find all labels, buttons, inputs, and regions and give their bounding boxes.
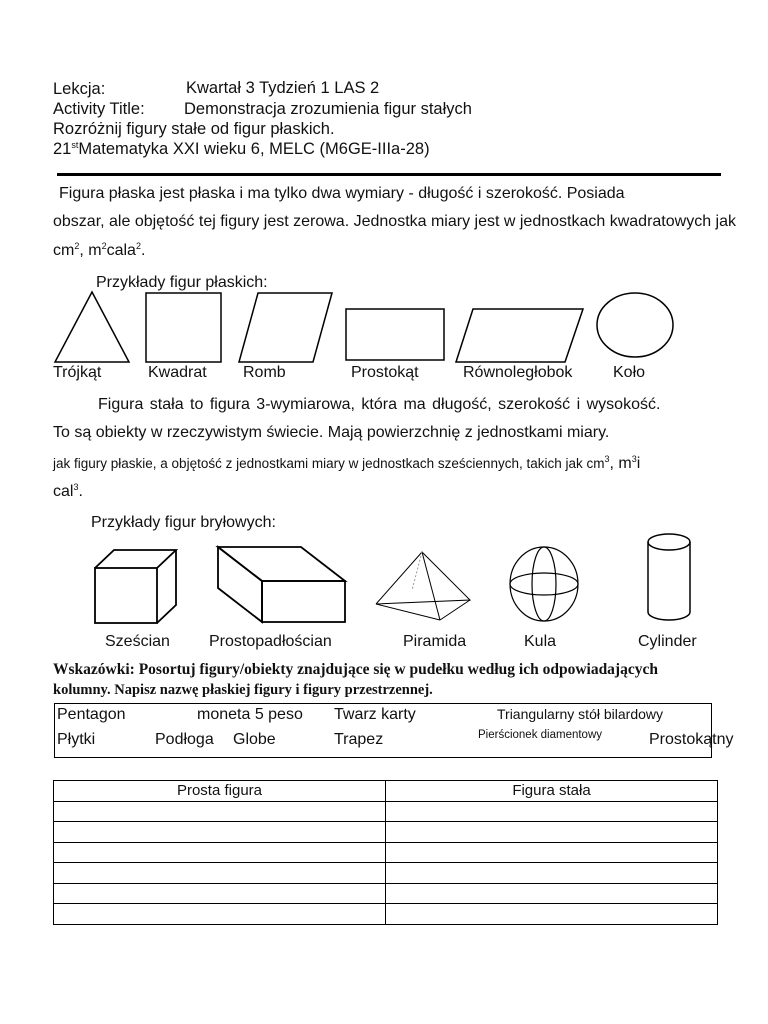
answer-cell[interactable] bbox=[386, 883, 718, 904]
solid-line-2: To są obiekty w rzeczywistym świecie. Mają powierzchnię z jednostkami miary. bbox=[53, 424, 610, 441]
answer-cell[interactable] bbox=[54, 904, 386, 925]
answer-cell[interactable] bbox=[54, 842, 386, 863]
sorting-table bbox=[53, 780, 718, 925]
sup: 3 bbox=[73, 482, 79, 492]
label-cube: Sześcian bbox=[105, 633, 170, 650]
competency-sup: st bbox=[71, 140, 79, 150]
unit-cal: cal bbox=[53, 483, 74, 500]
solid-line-3 bbox=[53, 455, 640, 473]
sup: 2 bbox=[135, 241, 141, 251]
answer-cell[interactable] bbox=[54, 863, 386, 884]
period: . bbox=[140, 242, 146, 259]
directions-line-1: Wskazówki: Posortuj figury/obiekty znajdujące się w pudełku według ich odpowiadających bbox=[53, 661, 658, 678]
activity-label: Activity Title: bbox=[53, 100, 145, 118]
label-cuboid: Prostopadłościan bbox=[209, 633, 332, 650]
sup: 3 bbox=[631, 454, 637, 464]
label-circle: Koło bbox=[613, 364, 646, 381]
column-header-plane: Prosta figura bbox=[54, 781, 386, 802]
solid-line-4 bbox=[53, 483, 83, 501]
cube-shape bbox=[94, 549, 180, 625]
unit-m: , m bbox=[609, 455, 632, 472]
table-row bbox=[54, 883, 718, 904]
rhombus-shape bbox=[238, 292, 334, 364]
rectangle-shape bbox=[345, 308, 447, 363]
answer-cell[interactable] bbox=[54, 801, 386, 822]
competency-text: Matematyka XXI wieku 6, MELC (M6GE-IIIa-28) bbox=[78, 140, 430, 158]
lesson-value: Kwartał 3 Tydzień 1 LAS 2 bbox=[186, 79, 380, 97]
period: . bbox=[78, 483, 83, 500]
word-diamond-ring: Pierścionek diamentowy bbox=[478, 729, 603, 741]
label-sphere: Kula bbox=[524, 633, 557, 650]
solid-line-1: Figura stała to figura 3-wymiarowa, która ma długość, szerokość i wysokość. bbox=[98, 396, 661, 413]
word-card-face: Twarz karty bbox=[334, 706, 416, 723]
objective: Rozróżnij figury stałe od figur płaskich. bbox=[53, 120, 335, 138]
table-row bbox=[54, 842, 718, 863]
table-row bbox=[54, 904, 718, 925]
sup: 2 bbox=[101, 241, 107, 251]
answer-cell[interactable] bbox=[54, 883, 386, 904]
word-billiard-table: Triangularny stół bilardowy bbox=[497, 706, 663, 722]
label-triangle: Trójkąt bbox=[53, 364, 102, 381]
answer-cell[interactable] bbox=[386, 863, 718, 884]
triangle-shape bbox=[52, 290, 132, 365]
column-header-solid: Figura stała bbox=[386, 781, 718, 802]
word-tiles: Płytki bbox=[57, 731, 96, 748]
unit-cala: cala bbox=[106, 242, 136, 259]
unit-i: i bbox=[636, 455, 641, 472]
unit-m: , m bbox=[79, 242, 102, 259]
table-row bbox=[54, 863, 718, 884]
cuboid-shape bbox=[216, 545, 348, 625]
answer-cell[interactable] bbox=[386, 801, 718, 822]
directions-line-2: kolumny. Napisz nazwę płaskiej figury i figury przestrzennej. bbox=[53, 682, 433, 698]
answer-cell[interactable] bbox=[386, 904, 718, 925]
competency-prefix: 21 bbox=[53, 140, 72, 158]
square-shape bbox=[145, 292, 223, 364]
sup: 2 bbox=[74, 241, 80, 251]
word-rectangular: Prostokątny bbox=[649, 731, 734, 748]
word-globe: Globe bbox=[233, 731, 276, 748]
word-pentagon: Pentagon bbox=[57, 706, 126, 723]
sup: 3 bbox=[604, 454, 610, 464]
unit-cm: cm bbox=[53, 242, 75, 259]
table-row bbox=[54, 801, 718, 822]
label-parallelogram: Równoległobok bbox=[463, 364, 573, 381]
competency bbox=[53, 140, 430, 159]
label-pyramid: Piramida bbox=[403, 633, 467, 650]
answer-cell[interactable] bbox=[386, 842, 718, 863]
answer-cell[interactable] bbox=[54, 822, 386, 843]
circle-shape bbox=[595, 291, 677, 359]
label-square: Kwadrat bbox=[148, 364, 207, 381]
activity-title: Demonstracja zrozumienia figur stałych bbox=[184, 100, 472, 118]
label-rhombus: Romb bbox=[243, 364, 286, 381]
label-rectangle: Prostokąt bbox=[351, 364, 419, 381]
sphere-shape bbox=[508, 544, 580, 624]
lesson-label: Lekcja: bbox=[53, 80, 106, 98]
plane-line-1: Figura płaska jest płaska i ma tylko dwa wymiary - długość i szerokość. Posiada bbox=[59, 185, 625, 202]
word-trapezoid: Trapez bbox=[334, 731, 384, 748]
label-cylinder: Cylinder bbox=[638, 633, 697, 650]
word-floor: Podłoga bbox=[155, 731, 214, 748]
header-divider bbox=[57, 173, 721, 176]
solid-examples-title: Przykłady figur bryłowych: bbox=[91, 514, 276, 531]
solid-line-3-text: jak figury płaskie, a objętość z jednostkami miary w jednostkach sześciennych, takich jak cm bbox=[53, 456, 605, 471]
answer-cell[interactable] bbox=[386, 822, 718, 843]
plane-examples-title: Przykłady figur płaskich: bbox=[96, 274, 268, 291]
pyramid-shape bbox=[374, 550, 474, 622]
plane-line-2: obszar, ale objętość tej figury jest zerowa. Jednostka miary jest w jednostkach kwadratowych jak bbox=[53, 213, 736, 230]
word-coin: moneta 5 peso bbox=[197, 706, 303, 723]
parallelogram-shape bbox=[455, 308, 585, 364]
cylinder-shape bbox=[646, 532, 694, 624]
table-row bbox=[54, 822, 718, 843]
plane-line-3 bbox=[53, 242, 145, 260]
